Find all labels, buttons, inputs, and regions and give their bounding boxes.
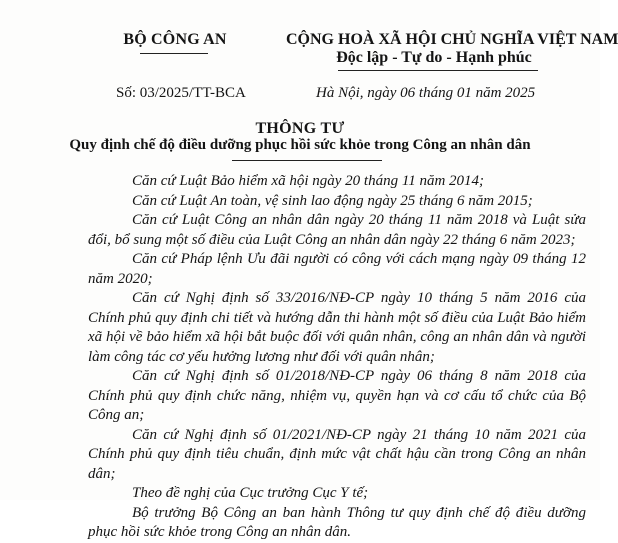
legal-basis-paragraph: Căn cứ Luật An toàn, vệ sinh lao động ngày 25 tháng 6 năm 2015;: [132, 192, 533, 209]
document-subtitle: Quy định chế độ điều dưỡng phục hồi sức khỏe trong Công an nhân dân: [69, 137, 531, 153]
legal-basis-paragraph: Căn cứ Nghị định số 01/2018/NĐ-CP ngày 06 tháng 8 năm 2018 của Chính phủ quy định chức năng, nhiệm vụ, quyền hạn và cơ cấu tổ chức của Bộ Công an;: [88, 368, 586, 423]
legal-basis-paragraph: Căn cứ Luật Công an nhân dân ngày 20 tháng 11 năm 2018 và Luật sửa đổi, bổ sung một số điều của Luật Công an nhân dân ngày 22 tháng 6 năm 2023;: [88, 212, 586, 248]
motto-underline: [338, 70, 538, 71]
document-number: Số: 03/2025/TT-BCA: [116, 85, 246, 101]
legal-basis-paragraph: Căn cứ Luật Bảo hiểm xã hội ngày 20 tháng 11 năm 2014;: [132, 173, 485, 189]
legal-basis-paragraph: Căn cứ Pháp lệnh Ưu đãi người có công với cách mạng ngày 09 tháng 12 năm 2020;: [88, 251, 586, 287]
document-body: [88, 172, 586, 543]
issuing-agency: BỘ CÔNG AN: [123, 31, 227, 48]
agency-underline: [140, 53, 208, 54]
national-motto: Độc lập - Tự do - Hạnh phúc: [336, 49, 532, 66]
document-title: THÔNG TƯ: [255, 120, 345, 137]
proposal-paragraph: Theo đề nghị của Cục trưởng Cục Y tế;: [132, 485, 369, 501]
place-and-date: Hà Nội, ngày 06 tháng 01 năm 2025: [316, 85, 536, 101]
national-title: CỘNG HOÀ XÃ HỘI CHỦ NGHĨA VIỆT NAM: [286, 31, 618, 48]
promulgation-paragraph: Bộ trưởng Bộ Công an ban hành Thông tư quy định chế độ điều dưỡng phục hồi sức khỏe trong Công an nhân dân.: [88, 504, 586, 540]
legal-basis-paragraph: Căn cứ Nghị định số 33/2016/NĐ-CP ngày 10 tháng 5 năm 2016 của Chính phủ quy định chi tiết và hướng dẫn thi hành một số điều của Luật Bảo hiểm xã hội về bảo hiểm xã hội bắt buộc đối với quân nhân, công an nhân dân và người làm công tác cơ yếu hưởng lương như đối với quân nhân;: [88, 290, 586, 365]
subtitle-underline: [232, 160, 382, 161]
legal-basis-paragraph: Căn cứ Nghị định số 01/2021/NĐ-CP ngày 21 tháng 10 năm 2021 của Chính phủ quy định tiêu chuẩn, định mức vật chất hậu cần trong Công an nhân dân;: [88, 426, 586, 482]
